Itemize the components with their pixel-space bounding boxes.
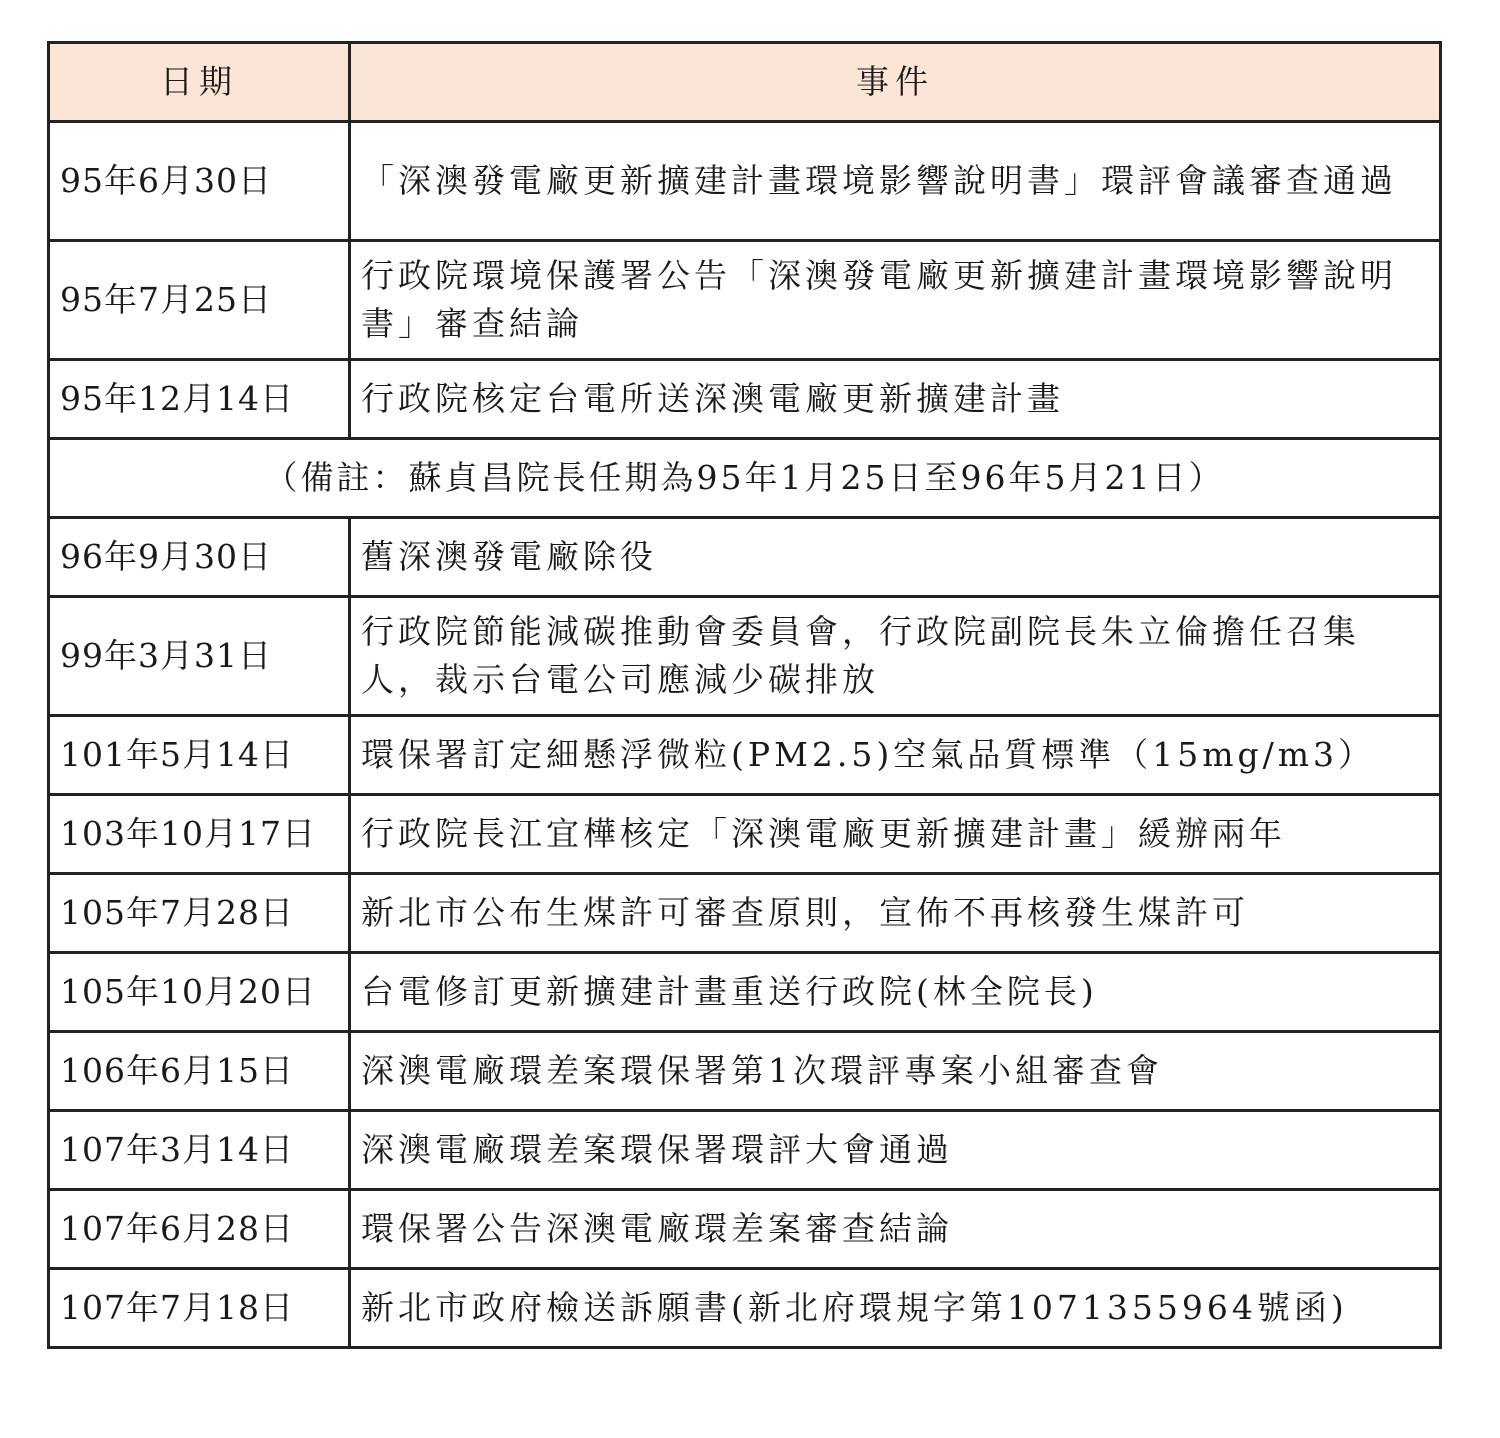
date-cell: 99年3月31日	[49, 597, 350, 716]
date-cell: 105年10月20日	[49, 953, 350, 1032]
timeline-body-top	[49, 122, 1441, 1348]
date-cell: 106年6月15日	[49, 1032, 350, 1111]
table-row	[49, 1111, 1441, 1190]
timeline-table	[47, 41, 1442, 1349]
table-row	[49, 716, 1441, 795]
event-cell: 行政院節能減碳推動會委員會，行政院副院長朱立倫擔任召集人，裁示台電公司應減少碳排放	[350, 597, 1441, 716]
event-cell: 行政院環境保護署公告「深澳發電廠更新擴建計畫環境影響說明書」審查結論	[350, 241, 1441, 360]
table-header-row	[49, 43, 1441, 122]
date-cell: 95年6月30日	[49, 122, 350, 241]
table-row	[49, 1269, 1441, 1348]
event-cell: 深澳電廠環差案環保署環評大會通過	[350, 1111, 1441, 1190]
table-row	[49, 241, 1441, 360]
table-row	[49, 874, 1441, 953]
event-cell: 行政院長江宜樺核定「深澳電廠更新擴建計畫」緩辦兩年	[350, 795, 1441, 874]
date-cell: 101年5月14日	[49, 716, 350, 795]
note-row	[49, 439, 1441, 518]
date-cell: 96年9月30日	[49, 518, 350, 597]
event-cell: 舊深澳發電廠除役	[350, 518, 1441, 597]
event-cell: 新北市政府檢送訴願書(新北府環規字第1071355964號函)	[350, 1269, 1441, 1348]
date-cell: 105年7月28日	[49, 874, 350, 953]
term-note: （備註：蘇貞昌院長任期為95年1月25日至96年5月21日）	[49, 439, 1441, 518]
event-cell: 「深澳發電廠更新擴建計畫環境影響說明書」環評會議審查通過	[350, 122, 1441, 241]
table-row	[49, 360, 1441, 439]
date-cell: 95年7月25日	[49, 241, 350, 360]
table-row	[49, 1032, 1441, 1111]
event-cell: 新北市公布生煤許可審查原則，宣佈不再核發生煤許可	[350, 874, 1441, 953]
date-cell: 107年7月18日	[49, 1269, 350, 1348]
table-row	[49, 1190, 1441, 1269]
table-row	[49, 953, 1441, 1032]
event-cell: 深澳電廠環差案環保署第1次環評專案小組審查會	[350, 1032, 1441, 1111]
table-row	[49, 795, 1441, 874]
date-column-header: 日期	[49, 43, 350, 122]
event-column-header: 事件	[350, 43, 1441, 122]
event-cell: 行政院核定台電所送深澳電廠更新擴建計畫	[350, 360, 1441, 439]
table-row	[49, 122, 1441, 241]
event-cell: 環保署公告深澳電廠環差案審查結論	[350, 1190, 1441, 1269]
date-cell: 107年3月14日	[49, 1111, 350, 1190]
date-cell: 107年6月28日	[49, 1190, 350, 1269]
table-row	[49, 518, 1441, 597]
event-cell: 環保署訂定細懸浮微粒(PM2.5)空氣品質標準（15mg/m3）	[350, 716, 1441, 795]
table-row	[49, 597, 1441, 716]
event-cell: 台電修訂更新擴建計畫重送行政院(林全院長)	[350, 953, 1441, 1032]
date-cell: 95年12月14日	[49, 360, 350, 439]
date-cell: 103年10月17日	[49, 795, 350, 874]
